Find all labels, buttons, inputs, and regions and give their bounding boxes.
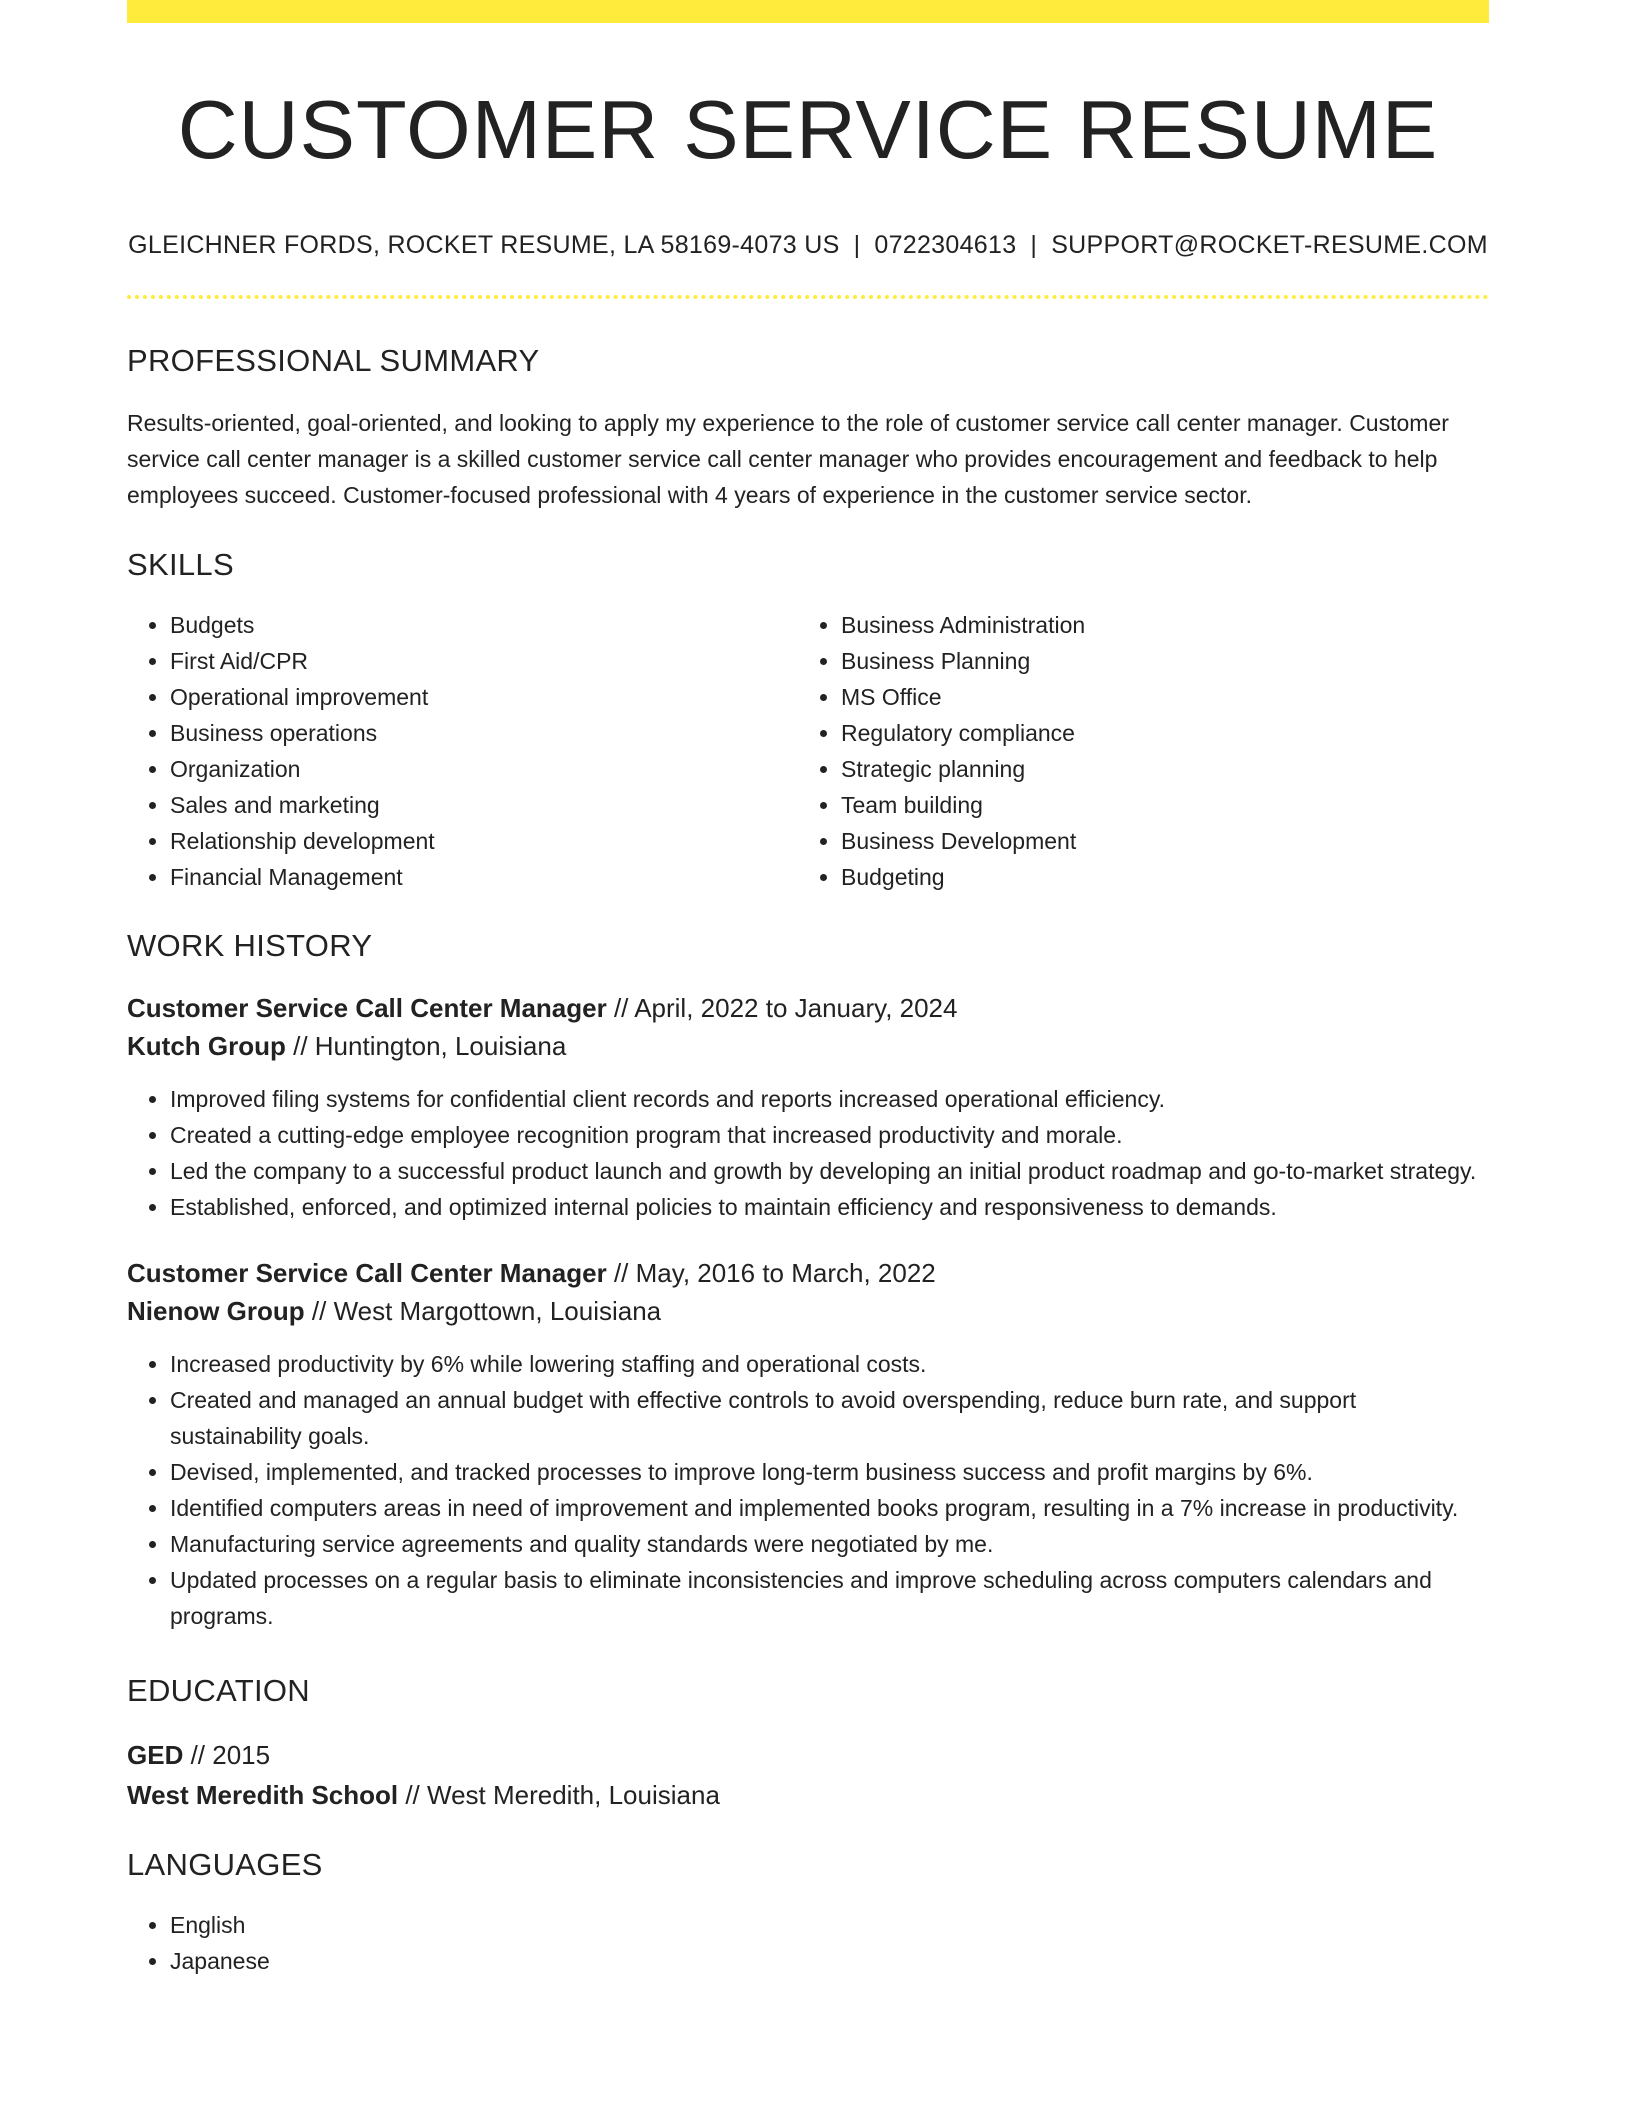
skill-item: • Business operations	[170, 715, 798, 751]
job-dates: // April, 2022 to January, 2024	[606, 993, 958, 1023]
languages-heading: LANGUAGES	[127, 1847, 323, 1882]
summary-heading: PROFESSIONAL SUMMARY	[127, 343, 540, 378]
language-item: • Japanese	[170, 1943, 1489, 1979]
job-bullet: • Improved filing systems for confidential client records and reports increased operational efficiency.	[170, 1081, 1489, 1117]
job-bullets	[127, 1081, 1489, 1225]
skill-item: • Regulatory compliance	[841, 715, 1469, 751]
job-title-line	[127, 989, 1489, 1027]
skill-item: • MS Office	[841, 679, 1469, 715]
job-title: Customer Service Call Center Manager	[127, 1258, 607, 1288]
education-school-line	[127, 1775, 1489, 1815]
contact-separator: |	[1030, 231, 1038, 259]
contact-phone: 0722304613	[874, 231, 1017, 259]
contact-line	[127, 229, 1489, 261]
job-bullets	[127, 1346, 1489, 1634]
job-bullet: • Increased productivity by 6% while lowering staffing and operational costs.	[170, 1346, 1489, 1382]
education-degree: GED	[127, 1740, 184, 1770]
skill-item: • Sales and marketing	[170, 787, 798, 823]
job-title: Customer Service Call Center Manager	[127, 993, 607, 1023]
contact-address: GLEICHNER FORDS, ROCKET RESUME, LA 58169-4073 US	[128, 231, 840, 259]
job-company-line	[127, 1027, 1489, 1065]
language-item: • English	[170, 1907, 1489, 1943]
job-company-line	[127, 1292, 1489, 1330]
skills-grid	[127, 607, 1489, 895]
skill-item: • Operational improvement	[170, 679, 798, 715]
work-history-heading: WORK HISTORY	[127, 928, 373, 963]
job-company: Kutch Group	[127, 1031, 286, 1061]
job-bullet: • Identified computers areas in need of improvement and implemented books program, resulting in a 7% increase in productivity.	[170, 1490, 1489, 1526]
skill-item: • Business Administration	[841, 607, 1469, 643]
job-bullet: • Devised, implemented, and tracked processes to improve long-term business success and profit margins by 6%.	[170, 1454, 1489, 1490]
education-heading: EDUCATION	[127, 1673, 310, 1708]
job-bullet: • Manufacturing service agreements and quality standards were negotiated by me.	[170, 1526, 1489, 1562]
resume-content	[127, 0, 1489, 1979]
education-location: // West Meredith, Louisiana	[398, 1780, 720, 1810]
skill-item: • Budgets	[170, 607, 798, 643]
skill-item: • Budgeting	[841, 859, 1469, 895]
skill-item: • Organization	[170, 751, 798, 787]
skills-list-left	[127, 607, 798, 895]
skill-item: • Business Planning	[841, 643, 1469, 679]
dotted-divider	[127, 295, 1489, 299]
job-bullet: • Updated processes on a regular basis to eliminate inconsistencies and improve scheduling across computers calendars and programs.	[170, 1562, 1489, 1634]
skills-list-right	[798, 607, 1469, 895]
contact-email: SUPPORT@ROCKET-RESUME.COM	[1051, 231, 1488, 259]
job-location: // Huntington, Louisiana	[285, 1031, 567, 1061]
skill-item: • Business Development	[841, 823, 1469, 859]
job-location: // West Margottown, Louisiana	[304, 1296, 662, 1326]
education-school: West Meredith School	[127, 1780, 399, 1810]
education-year: // 2015	[183, 1740, 271, 1770]
skill-item: • First Aid/CPR	[170, 643, 798, 679]
job-entry	[127, 989, 1489, 1225]
skill-item: • Financial Management	[170, 859, 798, 895]
education-degree-line	[127, 1735, 1489, 1775]
contact-separator: |	[853, 231, 861, 259]
skills-heading: SKILLS	[127, 547, 234, 582]
summary-text: Results-oriented, goal-oriented, and looking to apply my experience to the role of customer service call center manager. Customer service call center manager is a skilled customer service call center manager who provides encouragement and feedback to help employees succeed. Customer-focused professional with 4 years of experience in the customer service sector.	[127, 410, 1449, 508]
job-bullet: • Created and managed an annual budget with effective controls to avoid overspending, reduce burn rate, and support sustainability goals.	[170, 1382, 1489, 1454]
job-bullet: • Led the company to a successful product launch and growth by developing an initial product roadmap and go-to-market strategy.	[170, 1153, 1489, 1189]
skill-item: • Strategic planning	[841, 751, 1469, 787]
job-bullet: • Created a cutting-edge employee recognition program that increased productivity and morale.	[170, 1117, 1489, 1153]
job-bullet: • Established, enforced, and optimized internal policies to maintain efficiency and responsiveness to demands.	[170, 1189, 1489, 1225]
skill-item: • Team building	[841, 787, 1469, 823]
job-entry	[127, 1254, 1489, 1634]
job-company: Nienow Group	[127, 1296, 305, 1326]
skill-item: • Relationship development	[170, 823, 798, 859]
job-title-line	[127, 1254, 1489, 1292]
job-dates: // May, 2016 to March, 2022	[606, 1258, 936, 1288]
resume-title: CUSTOMER SERVICE RESUME	[177, 83, 1439, 176]
languages-list	[127, 1907, 1489, 1979]
